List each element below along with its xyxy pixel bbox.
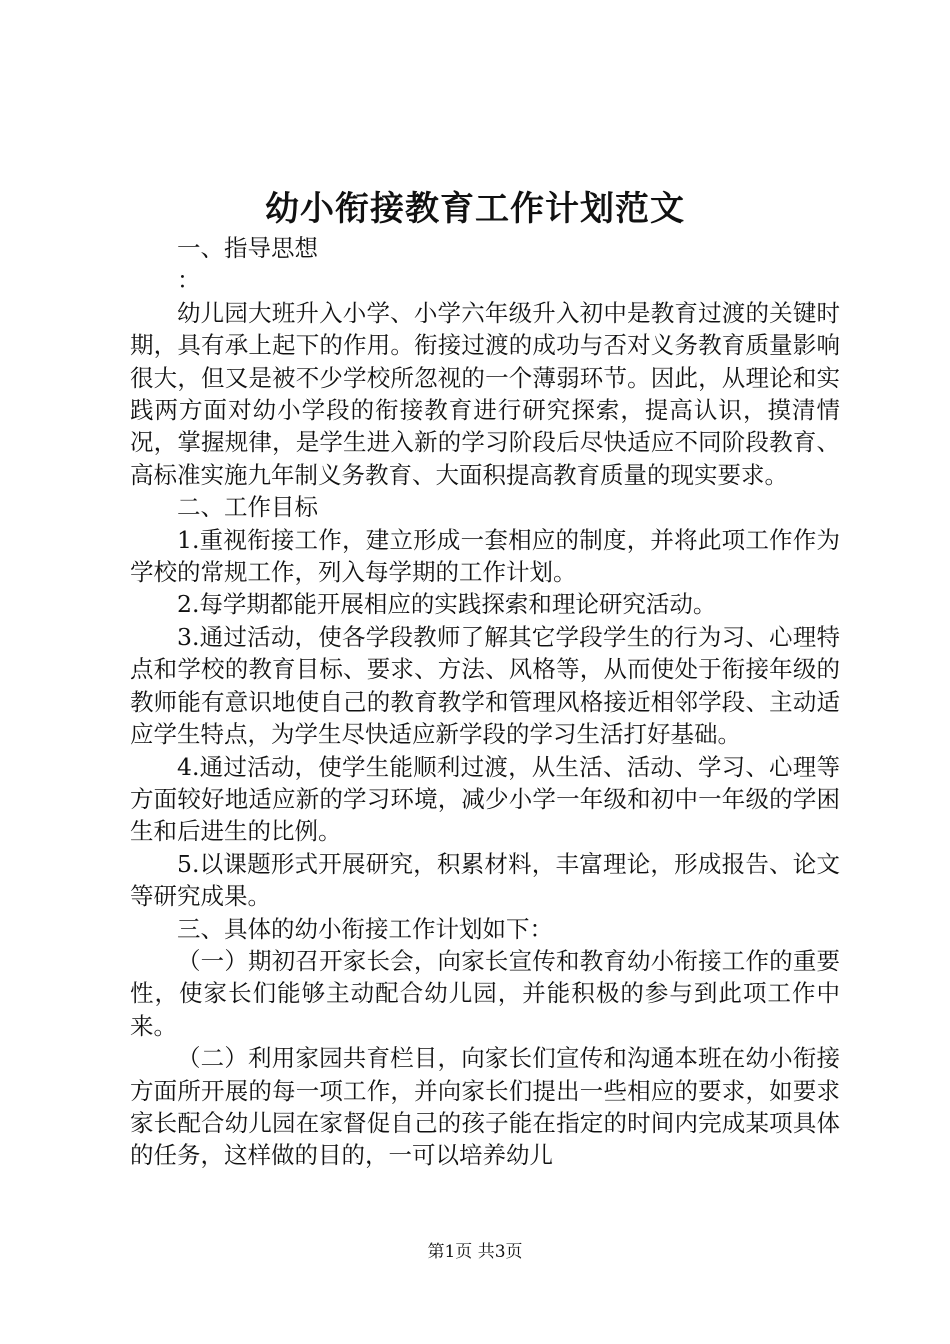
goal-item-2: 2.每学期都能开展相应的实践探索和理论研究活动。: [177, 590, 717, 619]
plan-item-2: （二）利用家园共育栏目，向家长们宣传和沟通本班在幼小衔接方面所开展的每一项工作，并向家长们提出一些相应的要求，如要求家长配合幼儿园在家督促自己的孩子能在指定的时间内完成某项具体的任务，这样做的目的，一可以培养幼儿: [130, 1044, 840, 1170]
goal-item-1: 1.重视衔接工作，建立形成一套相应的制度，并将此项工作作为学校的常规工作，列入每学期的工作计划。: [130, 525, 840, 587]
goal-item-5: 5.以课题形式开展研究，积累材料，丰富理论，形成报告、论文等研究成果。: [130, 849, 840, 911]
goal-item-3: 3.通过活动，使各学段教师了解其它学段学生的行为习、心理特点和学校的教育目标、要求、方法、风格等，从而使处于衔接年级的教师能有意识地使自己的教育教学和管理风格接近相邻学段、主动适应学生特点，为学生尽快适应新学段的学习生活打好基础。: [130, 622, 840, 749]
section-heading-work-goals: 二、工作目标: [177, 493, 318, 522]
section-heading-plan: 三、具体的幼小衔接工作计划如下：: [177, 914, 553, 943]
document-title: 幼小衔接教育工作计划范文: [265, 189, 685, 229]
plan-item-1: （一）期初召开家长会，向家长宣传和教育幼小衔接工作的重要性，使家长们能够主动配合幼儿园，并能积极的参与到此项工作中来。: [130, 946, 840, 1040]
document-body: [130, 232, 840, 1172]
section-heading-guiding-ideology: 一、指导思想: [177, 234, 318, 262]
colon-line: ：: [177, 266, 201, 295]
page-footer: 第1页 共3页: [427, 1242, 523, 1262]
paragraph-intro: 幼儿园大班升入小学、小学六年级升入初中是教育过渡的关键时期，具有承上起下的作用。衔接过渡的成功与否对义务教育质量影响很大，但又是被不少学校所忽视的一个薄弱环节。因此，从理论和实践两方面对幼小学段的衔接教育进行研究探索，提高认识，摸清情况，掌握规律，是学生进入新的学习阶段后尽快适应不同阶段教育、高标准实施九年制义务教育、大面积提高教育质量的现实要求。: [130, 298, 840, 489]
goal-item-4: 4.通过活动，使学生能顺利过渡，从生活、活动、学习、心理等方面较好地适应新的学习环境，减少小学一年级和初中一年级的学困生和后进生的比例。: [130, 752, 840, 846]
